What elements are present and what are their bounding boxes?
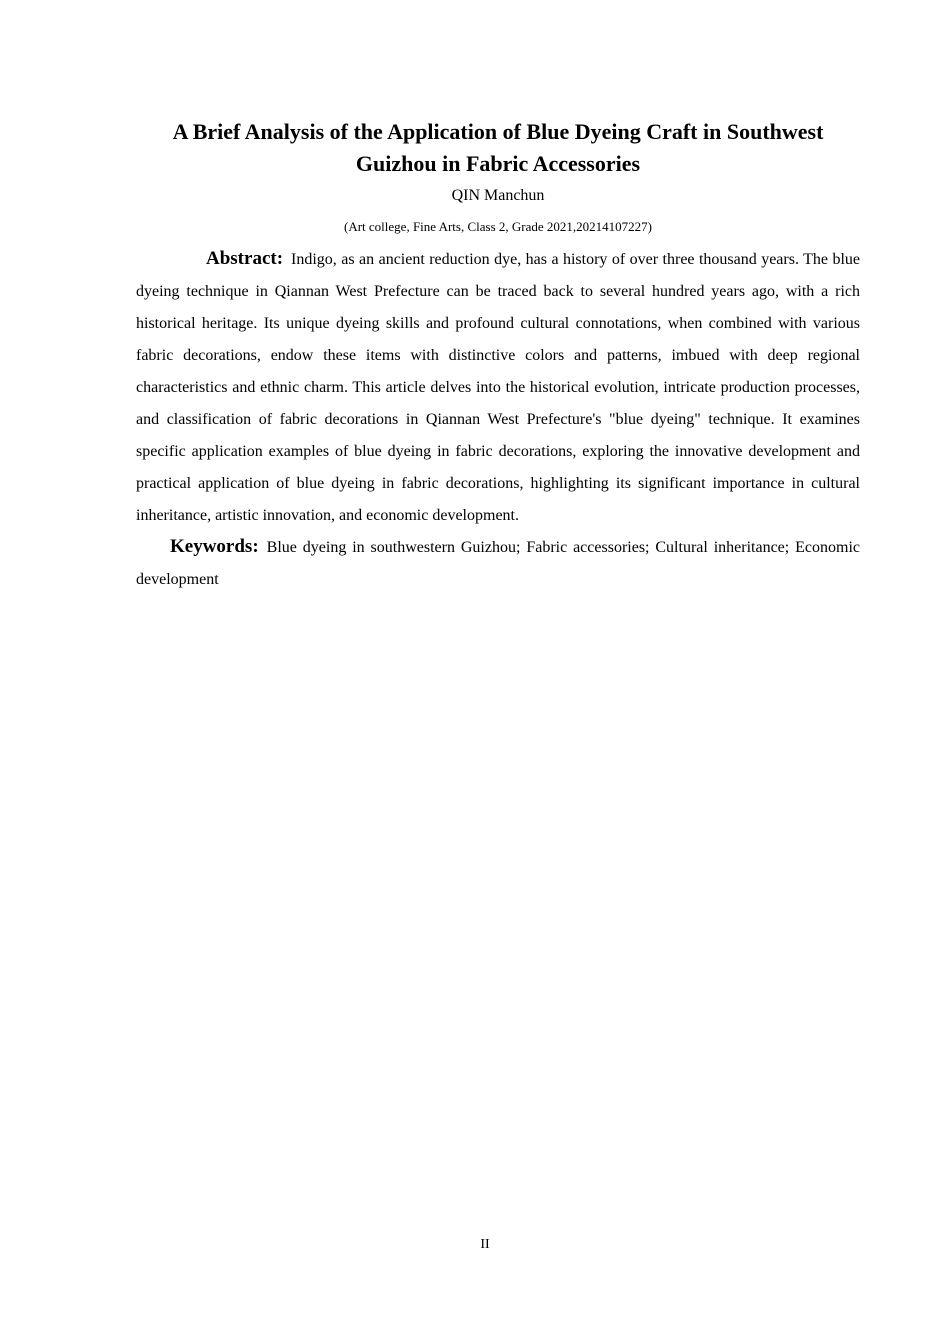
keywords-label: Keywords: <box>170 536 259 557</box>
keywords-text: Blue dyeing in southwestern Guizhou; Fabric accessories; Cultural inheritance; Economic development <box>136 539 860 588</box>
page-number: II <box>480 1237 490 1252</box>
paper-title: A Brief Analysis of the Application of Blue Dyeing Craft in Southwest Guizhou in Fabric Accessories <box>172 119 824 176</box>
keywords-paragraph <box>136 531 860 596</box>
author-name: QIN Manchun <box>451 187 545 204</box>
author-affiliation: (Art college, Fine Arts, Class 2, Grade 2021,20214107227) <box>344 219 652 234</box>
abstract-label: Abstract: <box>206 248 284 269</box>
abstract-text: Indigo, as an ancient reduction dye, has a history of over three thousand years. The blue dyeing technique in Qiannan West Prefecture can be traced back to several hundred years ago, with a rich historical heritage. Its unique dyeing skills and profound cultural connotations, when combined with various fabric decorations, endow these items with distinctive colors and patterns, imbued with deep regional characteristics and ethnic charm. This article delves into the historical evolution, intricate production processes, and classification of fabric decorations in Qiannan West Prefecture's "blue dyeing" technique. It examines specific application examples of blue dyeing in fabric decorations, exploring the innovative development and practical application of blue dyeing in fabric decorations, highlighting its significant importance in cultural inheritance, artistic innovation, and economic development. <box>136 251 860 524</box>
abstract-paragraph <box>136 243 860 532</box>
